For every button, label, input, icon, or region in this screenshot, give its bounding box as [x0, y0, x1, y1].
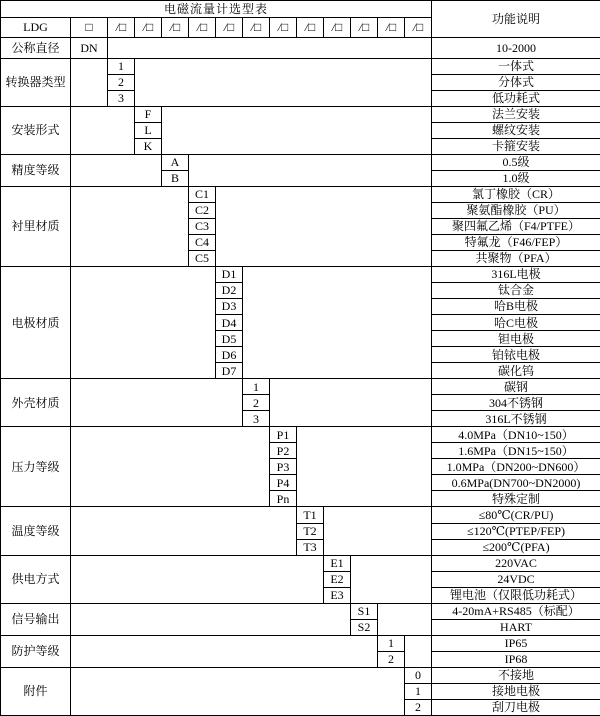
- code-cell-power-supply: E2: [324, 571, 351, 587]
- spacer-cell: [135, 59, 432, 107]
- code-cell-accuracy-class: B: [162, 171, 189, 187]
- code-cell-electrode-material: D4: [216, 315, 243, 331]
- code-cell-electrode-material: D6: [216, 347, 243, 363]
- option-code-box: /□: [162, 18, 189, 38]
- function-cell-temperature-rating: ≤200℃(PFA): [432, 539, 600, 555]
- spacer-cell: [71, 59, 108, 107]
- function-cell-power-supply: 24VDC: [432, 571, 600, 587]
- function-cell-converter-type: 一体式: [432, 59, 600, 75]
- code-cell-pressure-rating: P3: [270, 459, 297, 475]
- function-cell-pressure-rating: 4.0MPa（DN10~150）: [432, 427, 600, 443]
- option-code-box: /□: [135, 18, 162, 38]
- function-cell-electrode-material: 钽电极: [432, 331, 600, 347]
- code-cell-liner-material: C1: [189, 187, 216, 203]
- spacer-cell: [71, 667, 405, 715]
- function-cell-accessories: 接地电极: [432, 683, 600, 699]
- function-cell-liner-material: 特氟龙（F46/FEP）: [432, 235, 600, 251]
- spacer-cell: [71, 267, 216, 379]
- category-name-installation-type: 安装形式: [1, 107, 71, 155]
- option-code-box: /□: [324, 18, 351, 38]
- function-cell-installation-type: 法兰安装: [432, 107, 600, 123]
- category-name-accessories: 附件: [1, 667, 71, 715]
- function-cell-pressure-rating: 1.0MPa（DN200~DN600）: [432, 459, 600, 475]
- function-cell-temperature-rating: ≤120℃(PTEP/FEP): [432, 523, 600, 539]
- spacer-cell: [71, 155, 162, 187]
- code-cell-converter-type: 2: [108, 75, 135, 91]
- function-cell-accuracy-class: 0.5级: [432, 155, 600, 171]
- code-cell-nominal-diameter: DN: [71, 38, 108, 59]
- function-cell-accessories: 不接地: [432, 667, 600, 683]
- table-title: 电磁流量计选型表: [1, 1, 432, 18]
- function-cell-converter-type: 分体式: [432, 75, 600, 91]
- function-cell-housing-material: 316L不锈钢: [432, 411, 600, 427]
- code-cell-converter-type: 3: [108, 91, 135, 107]
- function-cell-installation-type: 螺纹安装: [432, 123, 600, 139]
- code-cell-electrode-material: D5: [216, 331, 243, 347]
- code-cell-power-supply: E1: [324, 555, 351, 571]
- code-cell-temperature-rating: T1: [297, 507, 324, 523]
- code-cell-installation-type: F: [135, 107, 162, 123]
- function-cell-protection-rating: IP65: [432, 635, 600, 651]
- function-cell-signal-output: 4-20mA+RS485（标配）: [432, 603, 600, 619]
- code-cell-accessories: 0: [405, 667, 432, 683]
- spacer-cell: [162, 107, 432, 155]
- category-name-protection-rating: 防护等级: [1, 635, 71, 667]
- function-cell-nominal-diameter: 10-2000: [432, 38, 600, 59]
- code-cell-liner-material: C5: [189, 251, 216, 267]
- code-cell-electrode-material: D2: [216, 283, 243, 299]
- spacer-cell: [324, 507, 432, 555]
- function-cell-housing-material: 碳钢: [432, 379, 600, 395]
- code-cell-installation-type: K: [135, 139, 162, 155]
- function-cell-electrode-material: 哈B电极: [432, 299, 600, 315]
- spacer-cell: [297, 427, 432, 507]
- code-cell-pressure-rating: P4: [270, 475, 297, 491]
- spacer-cell: [71, 555, 324, 603]
- option-code-box: /□: [378, 18, 405, 38]
- function-cell-pressure-rating: 特殊定制: [432, 491, 600, 507]
- code-cell-power-supply: E3: [324, 587, 351, 603]
- function-cell-installation-type: 卡箍安装: [432, 139, 600, 155]
- spacer-cell: [378, 603, 432, 635]
- spacer-cell: [71, 379, 243, 427]
- spacer-cell: [71, 603, 351, 635]
- category-name-converter-type: 转换器类型: [1, 59, 71, 107]
- option-code-box: /□: [243, 18, 270, 38]
- code-cell-liner-material: C2: [189, 203, 216, 219]
- function-cell-electrode-material: 316L电极: [432, 267, 600, 283]
- category-name-temperature-rating: 温度等级: [1, 507, 71, 555]
- option-code-box: /□: [189, 18, 216, 38]
- spacer-cell: [71, 187, 189, 267]
- code-cell-electrode-material: D1: [216, 267, 243, 283]
- code-cell-protection-rating: 2: [378, 651, 405, 667]
- function-cell-protection-rating: IP68: [432, 651, 600, 667]
- function-cell-liner-material: 聚四氟乙烯（F4/PTFE）: [432, 219, 600, 235]
- category-name-signal-output: 信号输出: [1, 603, 71, 635]
- code-cell-converter-type: 1: [108, 59, 135, 75]
- code-cell-protection-rating: 1: [378, 635, 405, 651]
- category-name-power-supply: 供电方式: [1, 555, 71, 603]
- function-cell-liner-material: 氯丁橡胶（CR）: [432, 187, 600, 203]
- category-name-electrode-material: 电极材质: [1, 267, 71, 379]
- function-column-header: 功能说明: [432, 1, 600, 38]
- category-name-liner-material: 衬里材质: [1, 187, 71, 267]
- spacer-cell: [71, 635, 378, 667]
- function-cell-accuracy-class: 1.0级: [432, 171, 600, 187]
- spacer-cell: [71, 427, 270, 507]
- spacer-cell: [71, 107, 135, 155]
- spacer-cell: [243, 267, 432, 379]
- code-cell-electrode-material: D7: [216, 363, 243, 379]
- category-name-accuracy-class: 精度等级: [1, 155, 71, 187]
- spacer-cell: [71, 507, 297, 555]
- function-cell-electrode-material: 碳化钨: [432, 363, 600, 379]
- code-cell-pressure-rating: Pn: [270, 491, 297, 507]
- function-cell-liner-material: 聚氨酯橡胶（PU）: [432, 203, 600, 219]
- spacer-cell: [108, 38, 432, 59]
- spacer-cell: [216, 187, 432, 267]
- function-cell-accessories: 刮刀电极: [432, 699, 600, 715]
- code-cell-temperature-rating: T2: [297, 523, 324, 539]
- spacer-cell: [405, 635, 432, 667]
- code-cell-temperature-rating: T3: [297, 539, 324, 555]
- spacer-cell: [351, 555, 432, 603]
- function-cell-pressure-rating: 1.6MPa（DN15~150）: [432, 443, 600, 459]
- option-code-box: /□: [216, 18, 243, 38]
- code-cell-housing-material: 2: [243, 395, 270, 411]
- function-cell-housing-material: 304不锈钢: [432, 395, 600, 411]
- function-cell-electrode-material: 铂铱电极: [432, 347, 600, 363]
- code-cell-accessories: 1: [405, 683, 432, 699]
- function-cell-electrode-material: 哈C电极: [432, 315, 600, 331]
- code-cell-housing-material: 1: [243, 379, 270, 395]
- code-cell-liner-material: C3: [189, 219, 216, 235]
- spacer-cell: [270, 379, 432, 427]
- code-cell-housing-material: 3: [243, 411, 270, 427]
- category-name-housing-material: 外壳材质: [1, 379, 71, 427]
- model-prefix: LDG: [1, 18, 71, 38]
- option-code-box: /□: [297, 18, 324, 38]
- function-cell-converter-type: 低功耗式: [432, 91, 600, 107]
- model-base-code-box: □: [71, 18, 108, 38]
- code-cell-installation-type: L: [135, 123, 162, 139]
- code-cell-pressure-rating: P1: [270, 427, 297, 443]
- code-cell-pressure-rating: P2: [270, 443, 297, 459]
- spacer-cell: [189, 155, 432, 187]
- function-cell-electrode-material: 钛合金: [432, 283, 600, 299]
- function-cell-signal-output: HART: [432, 619, 600, 635]
- function-cell-power-supply: 锂电池（仅限低功耗式）: [432, 587, 600, 603]
- code-cell-accessories: 2: [405, 699, 432, 715]
- option-code-box: /□: [108, 18, 135, 38]
- option-code-box: /□: [351, 18, 378, 38]
- option-code-box: /□: [270, 18, 297, 38]
- code-cell-signal-output: S2: [351, 619, 378, 635]
- code-cell-liner-material: C4: [189, 235, 216, 251]
- function-cell-pressure-rating: 0.6MPa(DN700~DN2000): [432, 475, 600, 491]
- code-cell-accuracy-class: A: [162, 155, 189, 171]
- function-cell-liner-material: 共聚物（PFA）: [432, 251, 600, 267]
- function-cell-power-supply: 220VAC: [432, 555, 600, 571]
- function-cell-temperature-rating: ≤80℃(CR/PU): [432, 507, 600, 523]
- category-name-nominal-diameter: 公称直径: [1, 38, 71, 59]
- option-code-box: /□: [405, 18, 432, 38]
- code-cell-electrode-material: D3: [216, 299, 243, 315]
- code-cell-signal-output: S1: [351, 603, 378, 619]
- category-name-pressure-rating: 压力等级: [1, 427, 71, 507]
